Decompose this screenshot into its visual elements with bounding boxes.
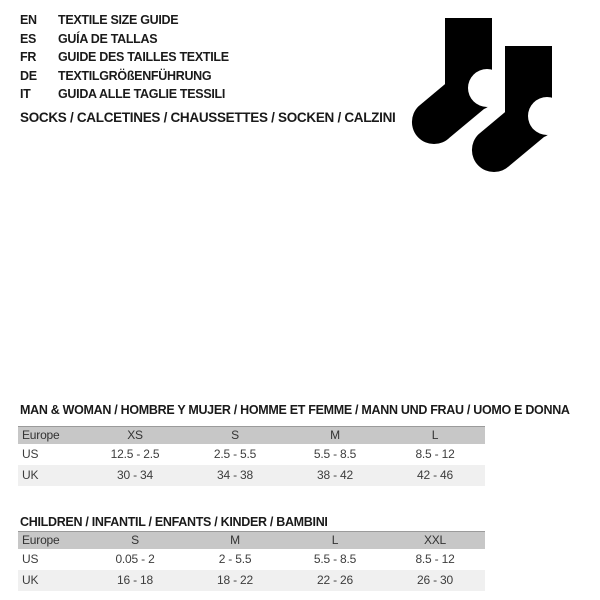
language-label: GUIDA ALLE TAGLIE TESSILI xyxy=(58,87,226,102)
table-title-man-woman: MAN & WOMAN / HOMBRE Y MUJER / HOMME ET FEMME / MANN UND FRAU / UOMO E DONNA xyxy=(20,403,570,417)
language-code: IT xyxy=(20,87,31,102)
language-label: GUIDE DES TAILLES TEXTILE xyxy=(58,50,229,65)
size-cell: 42 - 46 xyxy=(417,468,453,482)
socks-icon xyxy=(400,5,570,195)
language-row-fr xyxy=(20,48,229,67)
column-header-region: Europe xyxy=(22,533,60,548)
column-header-size: S xyxy=(231,428,239,443)
column-header-size: XXL xyxy=(423,533,447,548)
region-cell: UK xyxy=(22,573,39,587)
column-header-size: L xyxy=(431,428,439,443)
size-cell: 0.05 - 2 xyxy=(115,552,155,566)
language-row-es xyxy=(20,30,229,49)
table-row-uk xyxy=(18,465,485,486)
language-label: TEXTILGRÖßENFÜHRUNG xyxy=(58,68,212,83)
language-row-de xyxy=(20,67,229,86)
table-header-row xyxy=(18,532,485,549)
language-label: TEXTILE SIZE GUIDE xyxy=(58,13,179,27)
size-cell: 22 - 26 xyxy=(317,573,353,587)
table-row-us xyxy=(18,549,485,570)
size-cell: 26 - 30 xyxy=(417,573,453,587)
category-title: SOCKS / CALCETINES / CHAUSSETTES / SOCKEN / CALZINI xyxy=(20,110,396,125)
region-cell: US xyxy=(22,552,39,566)
language-code: EN xyxy=(20,13,37,27)
language-row-it xyxy=(20,85,229,104)
column-header-size: XS xyxy=(127,428,143,443)
size-cell: 5.5 - 8.5 xyxy=(313,552,357,566)
region-cell: US xyxy=(22,447,39,461)
language-list xyxy=(20,11,229,104)
column-header-size: M xyxy=(330,428,340,443)
column-header-region: Europe xyxy=(22,428,60,443)
size-cell: 12.5 - 2.5 xyxy=(110,447,160,461)
size-table-children xyxy=(18,531,485,591)
size-cell: 38 - 42 xyxy=(317,468,353,482)
table-row-us xyxy=(18,444,485,465)
region-cell: UK xyxy=(22,468,39,482)
size-cell: 8.5 - 12 xyxy=(415,447,455,461)
language-code: DE xyxy=(20,68,37,83)
column-header-size: L xyxy=(331,533,339,548)
size-cell: 8.5 - 12 xyxy=(415,552,455,566)
table-title-children: CHILDREN / INFANTIL / ENFANTS / KINDER / BAMBINI xyxy=(20,515,328,529)
size-cell: 30 - 34 xyxy=(117,468,153,482)
size-cell: 34 - 38 xyxy=(217,468,253,482)
language-row-en xyxy=(20,11,229,30)
table-row-uk xyxy=(18,570,485,591)
size-table-man-woman xyxy=(18,426,485,486)
language-code: FR xyxy=(20,50,37,65)
size-cell: 2 - 5.5 xyxy=(218,552,252,566)
size-cell: 16 - 18 xyxy=(117,573,153,587)
language-code: ES xyxy=(20,31,37,46)
size-cell: 5.5 - 8.5 xyxy=(313,447,357,461)
size-cell: 18 - 22 xyxy=(217,573,253,587)
table-header-row xyxy=(18,427,485,444)
column-header-size: M xyxy=(230,533,240,548)
size-cell: 2.5 - 5.5 xyxy=(213,447,257,461)
language-label: GUÍA DE TALLAS xyxy=(58,31,158,46)
column-header-size: S xyxy=(131,533,139,548)
